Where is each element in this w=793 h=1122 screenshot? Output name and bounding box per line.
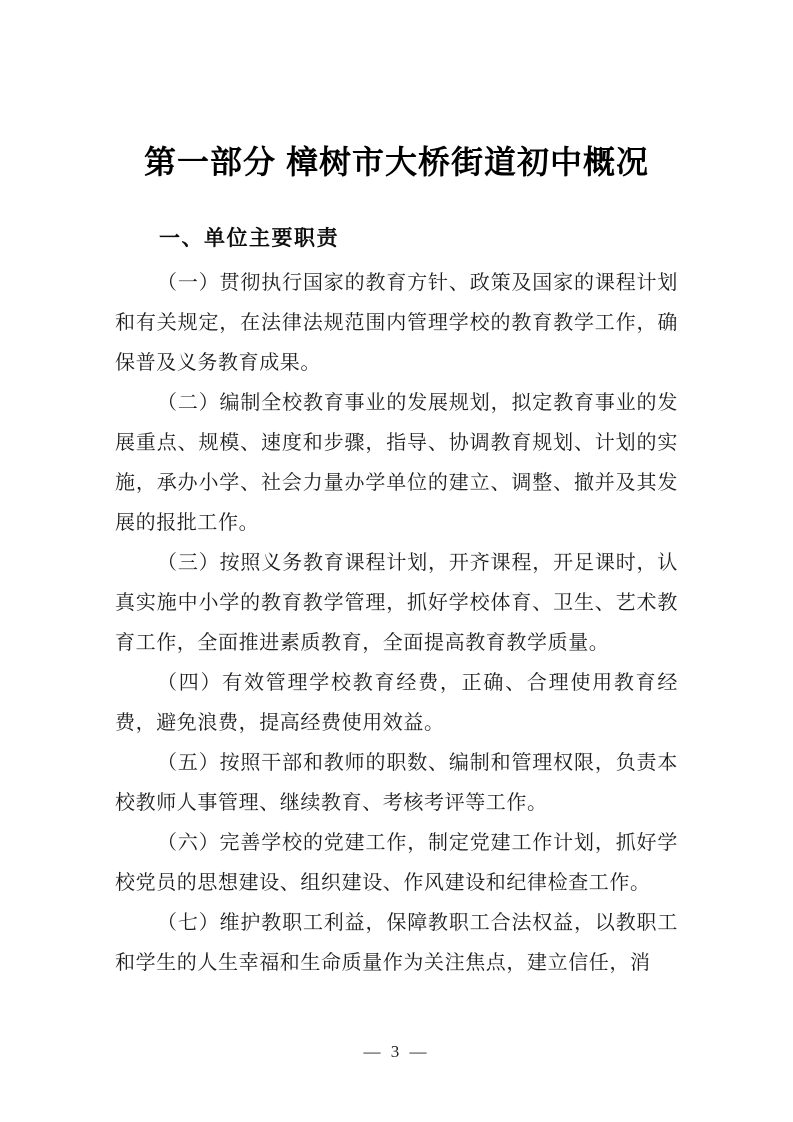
paragraph-duty-2: （二）编制全校教育事业的发展规划，拟定教育事业的发展重点、规模、速度和步骤，指导、协调教育规划、计划的实施，承办小学、社会力量办学单位的建立、调整、撤并及其发展的报批工作。 xyxy=(115,392,678,534)
paragraph-duty-1: （一）贯彻执行国家的教育方针、政策及国家的课程计划和有关规定，在法律法规范围内管理学校的教育教学工作，确保普及义务教育成果。 xyxy=(115,272,678,374)
document-content xyxy=(115,140,678,983)
paragraph-duty-6: （六）完善学校的党建工作，制定党建工作计划，抓好学校党员的思想建设、组织建设、作风建设和纪律检查工作。 xyxy=(115,832,678,894)
paragraph-duty-3: （三）按照义务教育课程计划，开齐课程，开足课时，认真实施中小学的教育教学管理，抓好学校体育、卫生、艺术教育工作，全面推进素质教育，全面提高教育教学质量。 xyxy=(115,552,678,654)
section-heading: 一、单位主要职责 xyxy=(159,227,339,250)
paragraph-duty-7: （七）维护教职工利益，保障教职工合法权益，以教职工和学生的人生幸福和生命质量作为关注焦点，建立信任，消 xyxy=(115,912,678,974)
paragraph-duty-4: （四）有效管理学校教育经费，正确、合理使用教育经费，避免浪费，提高经费使用效益。 xyxy=(115,672,678,734)
page-number: — 3 — xyxy=(363,1042,430,1061)
paragraph-duty-5: （五）按照干部和教师的职数、编制和管理权限，负责本校教师人事管理、继续教育、考核考评等工作。 xyxy=(115,752,678,814)
document-title: 第一部分 樟树市大桥街道初中概况 xyxy=(144,144,649,180)
